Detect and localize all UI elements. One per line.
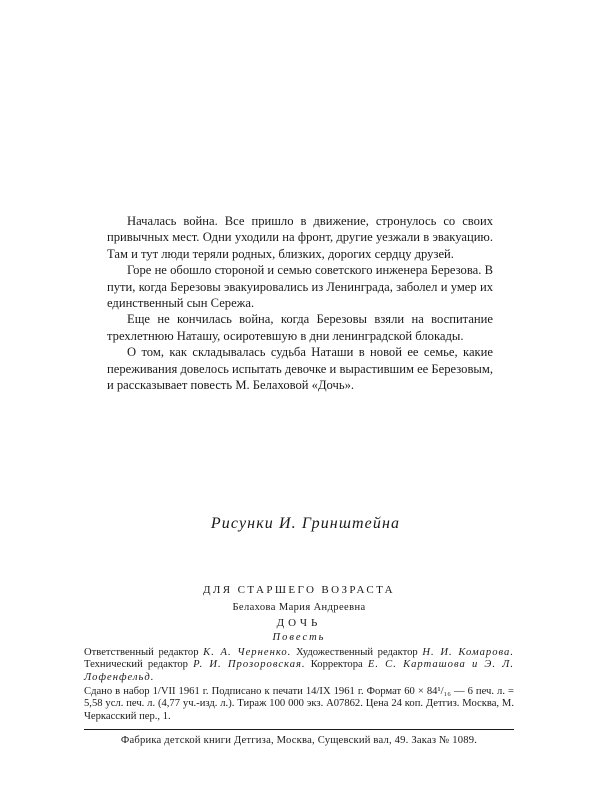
- printer-info: Фабрика детской книги Детгиза, Москва, Сущевский вал, 49. Заказ № 1089.: [120, 735, 478, 747]
- annotation-paragraph: О том, как складывалась судьба Наташи в новой ее семье, какие переживания довелось испытать девочке и вырастившим ее Березовым, и рассказывает повесть М. Белаховой «Дочь».: [107, 345, 493, 393]
- proofreaders-names: Е. С. Карташова и Э. Л. Лофенфельд.: [84, 659, 514, 683]
- editorial-credits: [84, 647, 514, 684]
- tech-editor-name: Р. И. Прозоровская.: [193, 659, 306, 671]
- book-genre: Повесть: [272, 631, 326, 643]
- imprint-block: [84, 584, 514, 747]
- imprint-divider: [84, 729, 514, 730]
- editor-label: Ответственный редактор: [84, 646, 199, 658]
- illustrator-credit: Рисунки И. Гринштейна: [210, 515, 401, 532]
- age-group-label: ДЛЯ СТАРШЕГО ВОЗРАСТА: [203, 584, 395, 596]
- proofreaders-label: Корректора: [310, 659, 363, 671]
- author-name: Белахова Мария Андреевна: [232, 602, 366, 614]
- annotation-paragraph: Горе не обошло стороной и семью советского инженера Березова. В пути, когда Березовы эвакуировались из Ленинграда, заболел и умер их единственный сын Сережа.: [107, 263, 493, 311]
- art-editor-name: Н. И. Комарова.: [422, 646, 514, 658]
- art-editor-label: Художественный редактор: [296, 646, 418, 658]
- publication-data: Сдано в набор 1/VII 1961 г. Подписано к печати 14/IX 1961 г. Формат 60 × 84¹/₁₆ — 6 печ. л. = 5,58 усл. печ. л. (4,77 уч.-изд. л.). Тираж 100 000 экз. А07862. Цена 24 коп. Детгиз. Москва, М. Черкасский пер., 1.: [84, 686, 514, 722]
- annotation-paragraph: Началась война. Все пришло в движение, стронулось со своих привычных мест. Одни уходили на фронт, другие уезжали в эвакуацию. Там и тут люди теряли родных, близких, дорогих сердцу друзей.: [107, 214, 493, 261]
- annotation-paragraph: Еще не кончилась война, когда Березовы взяли на воспитание трехлетнюю Наташу, осиротевшую в дни ленинградской блокады.: [107, 312, 493, 343]
- editor-name: К. А. Черненко.: [203, 646, 292, 658]
- book-annotation: [107, 213, 493, 393]
- tech-editor-label: Технический редактор: [84, 659, 188, 671]
- book-title: ДОЧЬ: [276, 617, 322, 630]
